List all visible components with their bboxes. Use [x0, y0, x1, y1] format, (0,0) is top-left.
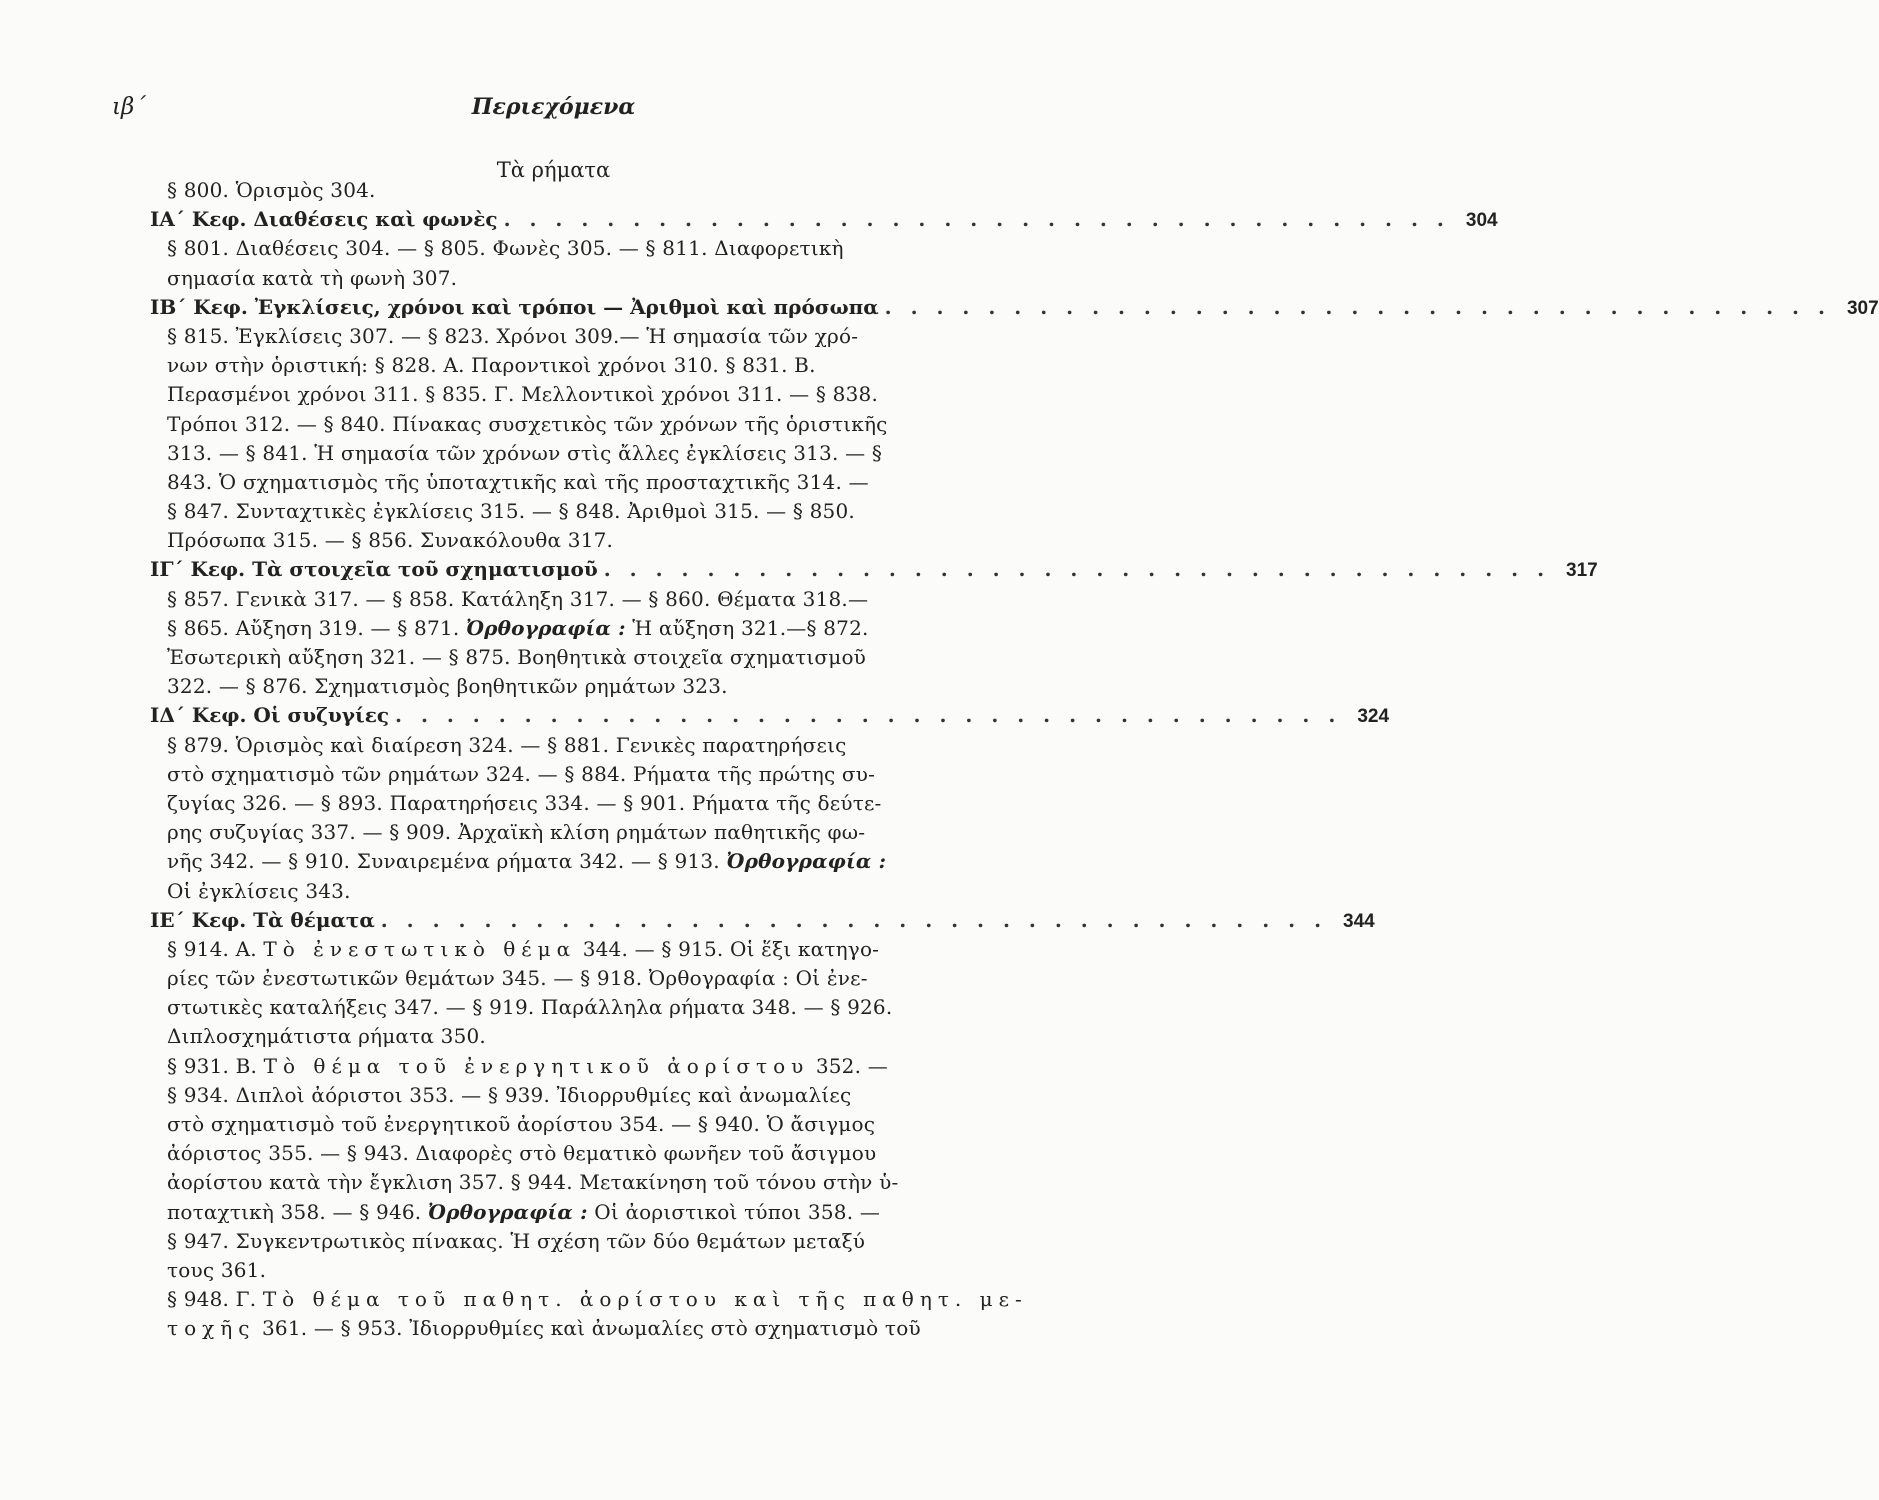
- chapter-heading: [150, 906, 1375, 935]
- chapter-title: ΙΒ΄ Κεφ. Ἐγκλίσεις, χρόνοι καὶ τρόποι — Ἀριθμοὶ καὶ πρόσωπα: [150, 294, 879, 319]
- entry-text: νῆς 342. — § 910. Συναιρεμένα ρήματα 342. — § 913.: [167, 849, 727, 874]
- spaced-subheading: Τὸ θέμα τοῦ παθητ. ἀορίστου καὶ τῆς παθητ. με-: [262, 1287, 1028, 1312]
- orthography-label: Ὀρθογραφία :: [726, 849, 887, 874]
- entry-continuation: τους 361.: [167, 1257, 267, 1282]
- spaced-subheading: Τὸ θέμα τοῦ ἐνεργητικοῦ ἀορίστου: [263, 1053, 810, 1078]
- chapter-heading: [150, 205, 1498, 234]
- entry-line: [150, 1285, 1028, 1314]
- chapter-page-number: 324: [1357, 706, 1390, 728]
- spaced-subheading: τοχῆς: [167, 1316, 256, 1341]
- leader-dots: . . . . . . . . . . . . . . . . . . . . . . . . . . . . . . . . . . . . .: [884, 294, 1831, 319]
- chapter-page-number: 344: [1343, 910, 1375, 932]
- entry-continuation: ζυγίας 326. — § 893. Παρατηρήσεις 334. — § 901. Ρήματα τῆς δεύτε-: [167, 790, 882, 815]
- chapter-heading: [150, 701, 1390, 730]
- entry-continuation: ρίες τῶν ἐνεστωτικῶν θεμάτων 345. — § 918. Ὀρθογραφία : Οἱ ἐνε-: [167, 966, 868, 991]
- chapter-title: ΙΑ΄ Κεφ. Διαθέσεις καὶ φωνὲς: [150, 207, 498, 232]
- entry-line: [150, 935, 970, 964]
- entry-line: § 857. Γενικὰ 317. — § 858. Κατάληξη 317. — § 860. Θέματα 318.—: [167, 586, 869, 611]
- entry-continuation: 322. — § 876. Σχηματισμὸς βοηθητικῶν ρημάτων 323.: [167, 674, 728, 699]
- leader-dots: . . . . . . . . . . . . . . . . . . . . . . . . . . . . . . . . . . . . .: [380, 907, 1328, 932]
- page-number: ιβ΄: [112, 94, 146, 120]
- chapter-title: ΙΓ΄ Κεφ. Τὰ στοιχεῖα τοῦ σχηματισμοῦ: [150, 557, 598, 582]
- leader-dots: . . . . . . . . . . . . . . . . . . . . . . . . . . . . . . . . . . . . .: [503, 207, 1450, 232]
- chapter-page-number: 304: [1465, 210, 1498, 232]
- table-of-contents: [150, 176, 1879, 1344]
- entry-continuation: σημασία κατὰ τὴ φωνὴ 307.: [167, 265, 458, 290]
- section-title: Τὰ ρήματα: [496, 158, 611, 182]
- entry-continuation: [150, 614, 970, 643]
- entry-line: § 801. Διαθέσεις 304. — § 805. Φωνὲς 305. — § 811. Διαφορετικὴ: [167, 236, 844, 261]
- entry-continuation: 313. — § 841. Ἡ σημασία τῶν χρόνων στὶς ἄλλες ἐγκλίσεις 313. — §: [167, 440, 883, 465]
- entry-line: § 879. Ὁρισμὸς καὶ διαίρεση 324. — § 881. Γενικὲς παρατηρήσεις: [167, 732, 847, 757]
- entry-continuation: Οἱ ἐγκλίσεις 343.: [167, 878, 351, 903]
- entry-line: § 800. Ὁρισμὸς 304.: [167, 178, 376, 202]
- entry-continuation: στωτικὲς καταλήξεις 347. — § 919. Παράλληλα ρήματα 348. — § 926.: [167, 995, 893, 1020]
- entry-continuation: ρης συζυγίας 337. — § 909. Ἀρχαϊκὴ κλίση ρημάτων παθητικῆς φω-: [167, 820, 866, 845]
- chapter-heading: [150, 555, 1598, 584]
- entry-text: 352. —: [809, 1053, 888, 1078]
- leader-dots: . . . . . . . . . . . . . . . . . . . . . . . . . . . . . . . . . . . . .: [603, 557, 1551, 582]
- entry-continuation: Τρόποι 312. — § 840. Πίνακας συσχετικὸς τῶν χρόνων τῆς ὁριστικῆς: [167, 411, 888, 436]
- chapter-page-number: 317: [1566, 560, 1598, 582]
- entry-continuation: στὸ σχηματισμὸ τοῦ ἐνεργητικοῦ ἀορίστου 354. — § 940. Ὁ ἄσιγμος: [167, 1112, 876, 1136]
- entry-continuation: § 847. Συνταχτικὲς ἐγκλίσεις 315. — § 848. Ἀριθμοὶ 315. — § 850.: [167, 499, 855, 524]
- entry-text: ποταχτικὴ 358. — § 946.: [167, 1199, 428, 1224]
- entry-text: 361. — § 953. Ἰδιορρυθμίες καὶ ἀνωμαλίες στὸ σχηματισμὸ τοῦ: [255, 1316, 921, 1341]
- entry-continuation: στὸ σχηματισμὸ τῶν ρημάτων 324. — § 884. Ρήματα τῆς πρώτης συ-: [167, 761, 876, 786]
- entry-line: § 815. Ἐγκλίσεις 307. — § 823. Χρόνοι 309.— Ἡ σημασία τῶν χρό-: [167, 323, 859, 348]
- entry-continuation: [150, 1314, 970, 1343]
- entry-continuation: 843. Ὁ σχηματισμὸς τῆς ὑποταχτικῆς καὶ τῆς προσταχτικῆς 314. —: [167, 469, 869, 494]
- running-title: Περιεχόμενα: [471, 94, 636, 120]
- entry-text: 344. — § 915. Οἱ ἕξι κατηγο-: [576, 936, 880, 961]
- entry-continuation: Ἐσωτερικὴ αὔξηση 321. — § 875. Βοηθητικὰ στοιχεῖα σχηματισμοῦ: [167, 645, 867, 669]
- chapter-title: ΙΕ΄ Κεφ. Τὰ θέματα: [150, 907, 375, 932]
- entry-line: [150, 1052, 970, 1081]
- entry-text: § 948. Γ.: [167, 1287, 263, 1312]
- chapter-heading: [150, 293, 1879, 322]
- entry-text: § 914. Α.: [167, 936, 264, 961]
- orthography-label: Ὀρθογραφία :: [427, 1199, 588, 1224]
- entry-continuation: ἀόριστος 355. — § 943. Διαφορὲς στὸ θεματικὸ φωνῆεν τοῦ ἄσιγμου: [167, 1141, 877, 1166]
- orthography-label: Ὀρθογραφία :: [465, 615, 626, 640]
- entry-continuation: νων στὴν ὁριστική: § 828. Α. Παροντικοὶ χρόνοι 310. § 831. Β.: [167, 353, 816, 378]
- entry-continuation: § 934. Διπλοὶ ἀόριστοι 353. — § 939. Ἰδιορρυθμίες καὶ ἀνωμαλίες: [167, 1082, 852, 1107]
- entry-text: Οἱ ἀοριστικοὶ τύποι 358. —: [587, 1199, 881, 1224]
- entry-text: § 931. Β.: [167, 1053, 264, 1078]
- leader-dots: . . . . . . . . . . . . . . . . . . . . . . . . . . . . . . . . . . . . .: [395, 703, 1342, 728]
- chapter-page-number: 307: [1846, 297, 1879, 319]
- chapter-title: ΙΔ΄ Κεφ. Οἱ συζυγίες: [150, 703, 390, 728]
- entry-text: Ἡ αὔξηση 321.—§ 872.: [625, 615, 869, 640]
- entry-continuation: Περασμένοι χρόνοι 311. § 835. Γ. Μελλοντικοὶ χρόνοι 311. — § 838.: [167, 382, 879, 407]
- entry-continuation: [150, 847, 970, 876]
- spaced-subheading: Τὸ ἐνεστωτικὸ θέμα: [263, 936, 577, 961]
- entry-continuation: ἀορίστου κατὰ τὴν ἔγκλιση 357. § 944. Μετακίνηση τοῦ τόνου στὴν ὑ-: [167, 1170, 899, 1195]
- entry-text: § 865. Αὔξηση 319. — § 871.: [167, 615, 466, 640]
- entry-continuation: § 947. Συγκεντρωτικὸς πίνακας. Ἡ σχέση τῶν δύο θεμάτων μεταξύ: [167, 1228, 866, 1253]
- entry-continuation: Διπλοσχημάτιστα ρήματα 350.: [167, 1024, 486, 1049]
- entry-continuation: Πρόσωπα 315. — § 856. Συνακόλουθα 317.: [167, 528, 614, 553]
- entry-continuation: [150, 1198, 970, 1227]
